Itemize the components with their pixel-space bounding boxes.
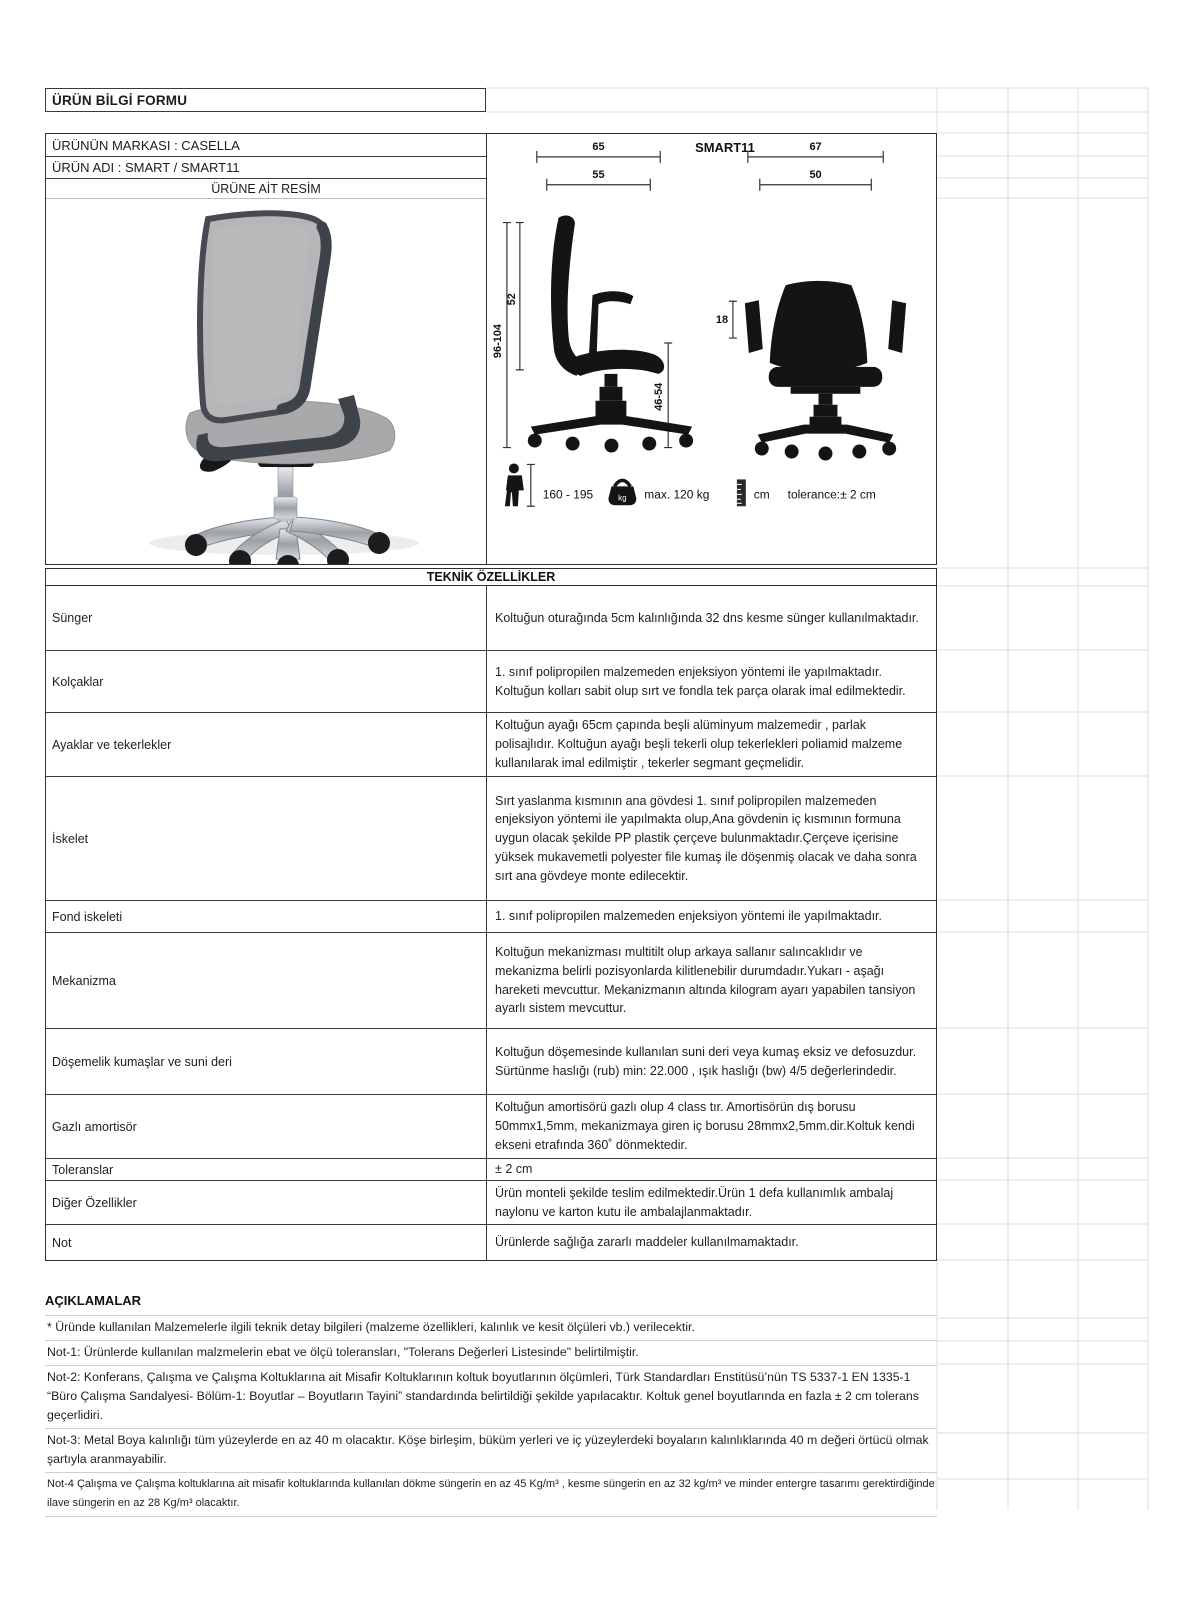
note-star: * Üründe kullanılan Malzemelerle ilgili teknik detay bilgileri (malzeme özellikleri, kalınlık ve kesit ölçüleri vb.) verilecektir. [45, 1315, 937, 1341]
product-band [45, 133, 937, 565]
ruler-icon [737, 479, 746, 506]
spec-label: Diğer Özellikler [46, 1181, 487, 1224]
product-name-row: ÜRÜN ADI : SMART / SMART11 [46, 157, 486, 179]
spec-value: Ürün monteli şekilde teslim edilmektedir.Ürün 1 defa kullanımlık ambalaj naylonu ve karton kutu ile ambalajlanmaktadır. [495, 1185, 894, 1219]
dim-back-width-seat: 50 [809, 168, 822, 181]
spec-value: Sırt yaslanma kısmının ana gövdesi 1. sınıf polipropilen malzemeden enjeksiyon yöntemi ile yapılmakta olup,Ana gövdenin iç kısmının formuna uygun olacak şekilde PP plastik çerçeve bulunmaktadır.Çerçeve içerisine yüksek mukavemetli polyester file kumaş ile döşenmiş olacak ve daha sonra sırt ana gövdeye monte edilecektir. [495, 793, 917, 883]
legend-row [505, 463, 876, 506]
spec-label: Fond iskeleti [46, 901, 487, 932]
table-row-sunger [46, 586, 936, 650]
image-caption: ÜRÜNE AİT RESİM [46, 179, 486, 199]
spec-value: Ürünlerde sağlığa zararlı maddeler kullanılmamaktadır. [495, 1235, 799, 1250]
spec-value: Koltuğun mekanizması multitilt olup arkaya sallanır salıncaklıdır ve mekanizma belirli pozisyonlarda kilitlenebilir durumdadır.Yukarı - aşağı hareketi mevcuttur. Mekanizmanın altında kilogram ayarı yapabilen tansiyon ayarlı sistem mevcuttur. [495, 945, 916, 1016]
spec-value: Koltuğun ayağı 65cm çapında beşli alüminyum malzemedir , parlak polisajlıdır. Koltuğun ayağı beşli tekerli olup tekerlekleri poliamid malzeme kullanılarak imal edilmiştir , tekerler segmant geçmelidir. [495, 718, 903, 770]
spec-value: Koltuğun amortisörü gazlı olup 4 class tır. Amortisörün dış borusu 50mmx1,5mm, mekanizmaya giren iç borusu 28mmx2,5mm.dir.Koltuk kendi ekseni etrafında 360˚ dönmektedir. [495, 1100, 915, 1152]
spec-value: 1. sınıf polipropilen malzemeden enjeksiyon yöntemi ile yapılmaktadır. Koltuğun kolları sabit olup sırt ve fondla tek parça olarak imal edilmektedir. [495, 664, 906, 698]
drawing-model-label: SMART11 [695, 139, 755, 155]
spec-value: Koltuğun döşemesinde kullanılan suni deri veya kumaş eksiz ve defosuzdur. Sürtünme haslığı (rub) min: 22.000 , ışık haslığı (bw) 4/5 değerlerindedir. [495, 1044, 917, 1078]
max-weight-label: max. 120 kg [644, 487, 710, 502]
tech-spec-table [45, 586, 937, 1261]
note-3: Not-3: Metal Boya kalınlığı tüm yüzeylerde en az 40 m olacaktır. Köşe birleşim, büküm yerleri ve iç yüzeylerdeki boyaların kalınlıklarında 40 m değeri örtücü olmak şartıyla aranmayabilir. [45, 1429, 937, 1473]
table-row-toleranslar [46, 1158, 936, 1180]
dim-back-width-top: 67 [809, 140, 822, 153]
dim-side-width-seat: 55 [592, 168, 605, 181]
product-photo-cell [46, 199, 486, 564]
notes-section-header: AÇIKLAMALAR [45, 1292, 142, 1308]
form-title: ÜRÜN BİLGİ FORMU [45, 88, 486, 112]
table-row-diger-ozellikler [46, 1180, 936, 1224]
weight-icon [608, 480, 636, 505]
brand-row: ÜRÜNÜN MARKASI : CASELLA [46, 134, 486, 157]
spec-label: Ayaklar ve tekerlekler [46, 713, 487, 776]
spec-value: Koltuğun oturağında 5cm kalınlığında 32 dns kesme sünger kullanılmaktadır. [495, 610, 919, 625]
spec-label: Mekanizma [46, 933, 487, 1028]
table-row-kolcaklar [46, 650, 936, 712]
dimension-drawing-cell [487, 134, 936, 564]
note-1: Not-1: Ürünlerde kullanılan malzmelerin ebat ve ölçü toleransları, "Tolerans Değerleri Listesinde" belirtilmiştir. [45, 1341, 937, 1366]
product-photo [46, 199, 486, 564]
spec-value: 1. sınıf polipropilen malzemeden enjeksiyon yöntemi ile yapılmaktadır. [495, 909, 883, 924]
dim-seat-height: 46-54 [653, 382, 666, 411]
spec-label: İskelet [46, 777, 487, 900]
dim-arm-height: 18 [715, 314, 729, 327]
tolerance-label: tolerance:± 2 cm [787, 487, 876, 502]
spec-label: Sünger [46, 586, 487, 650]
table-row-ayaklar [46, 712, 936, 776]
table-row-gazli-amortisor [46, 1094, 936, 1158]
spec-label: Not [46, 1225, 487, 1260]
table-row-dosemelik [46, 1028, 936, 1094]
notes-list [45, 1315, 937, 1517]
unit-label: cm [753, 487, 770, 502]
tech-section-header: TEKNİK ÖZELLİKLER [45, 568, 937, 586]
chair-back-view [745, 281, 906, 461]
table-row-fond-iskeleti [46, 900, 936, 932]
person-height-dimension [527, 464, 535, 506]
dim-overall-height: 96-104 [491, 324, 504, 359]
weight-icon-label: kg [618, 493, 627, 503]
spec-label: Kolçaklar [46, 651, 487, 712]
table-row-iskelet [46, 776, 936, 900]
table-row-not [46, 1224, 936, 1260]
person-icon [505, 463, 524, 506]
note-4: Not-4 Çalışma ve Çalışma koltuklarına ait misafir koltuklarında kullanılan dökme süngerin en az 45 Kg/m³ , kesme süngerin en az 32 kg/m³ ve minder entergre tasarımı gerektirdiğinde ilave süngerin en az 28 Kg/m³ olacaktır. [45, 1473, 937, 1516]
spec-value: ± 2 cm [495, 1162, 533, 1177]
spec-label: Döşemelik kumaşlar ve suni deri [46, 1029, 487, 1094]
note-2: Not-2: Konferans, Çalışma ve Çalışma Koltuklarına ait Misafir Koltuklarının koltuk boyutlarının ölçümleri, Türk Standardları Enstitüsü’nün TS 5337-1 EN 1335-1 “Büro Çalışma Sandalyesi- Bölüm-1: Boyutlar – Boyutların Tayini” standardında belirtildiği şekilde yapılacaktır. Koltuk genel boyutlarında en fazla ± 2 cm tolerans geçerlidiri. [45, 1366, 937, 1429]
dimension-drawing [487, 134, 936, 564]
dim-side-width-top: 65 [592, 140, 605, 153]
product-info-column [46, 134, 487, 564]
spec-label: Gazlı amortisör [46, 1095, 487, 1158]
spec-label: Toleranslar [46, 1159, 487, 1180]
dim-back-height: 52 [505, 293, 518, 306]
table-row-mekanizma [46, 932, 936, 1028]
person-height-range: 160 - 195 [542, 487, 594, 502]
